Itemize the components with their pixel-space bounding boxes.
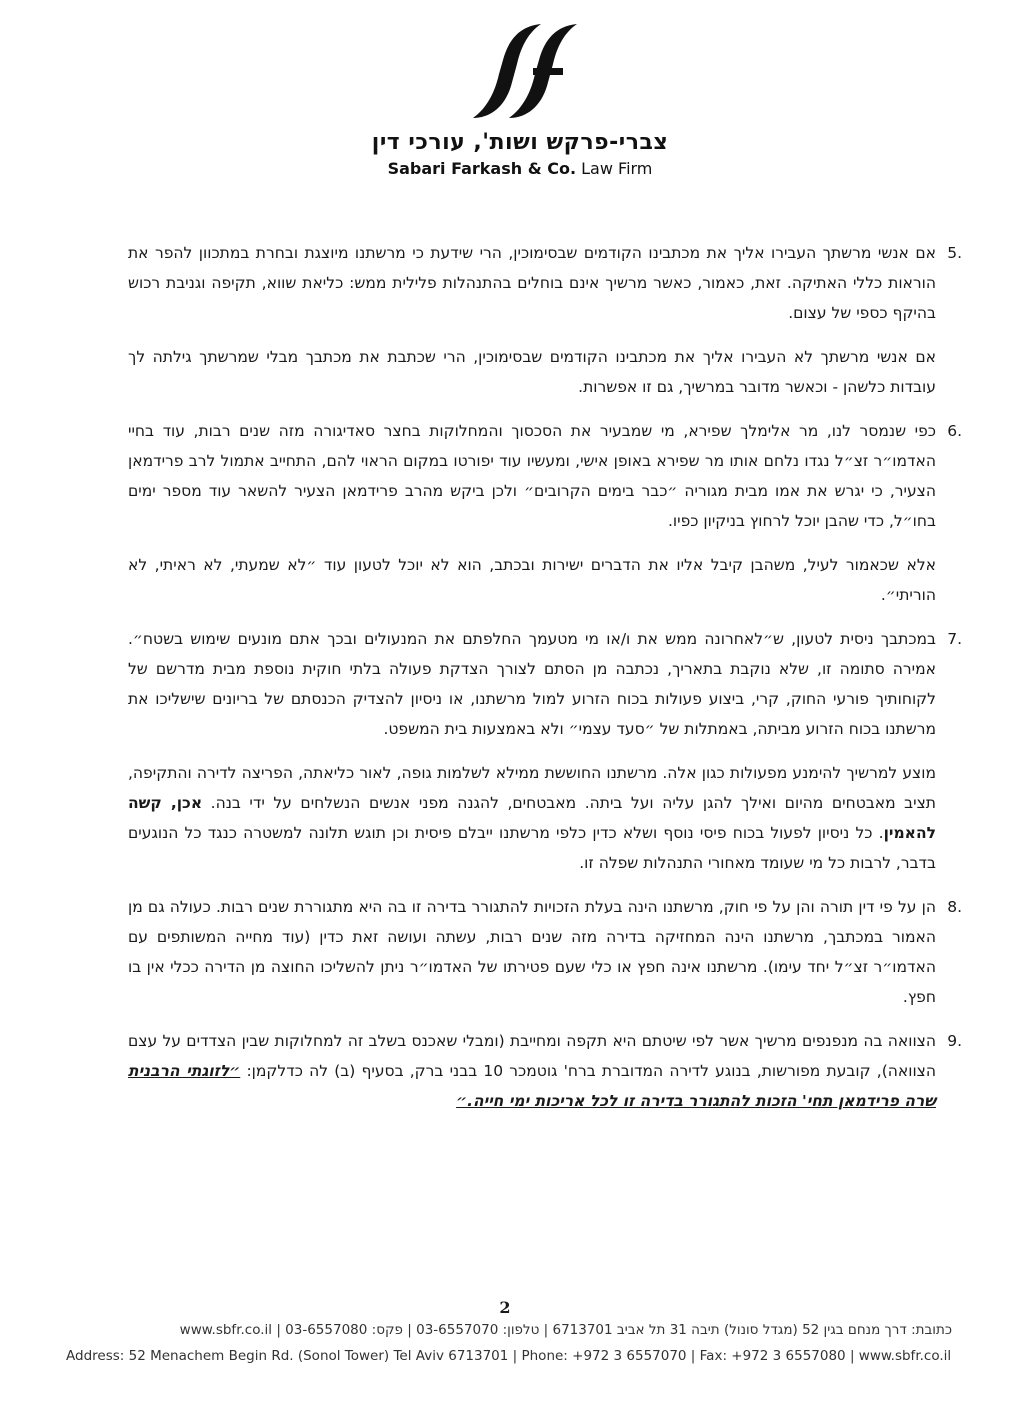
firm-name-english-bold: Sabari Farkash & Co. <box>387 159 577 178</box>
paragraph-6-continuation <box>128 550 936 610</box>
paragraph-5-continuation <box>128 342 936 402</box>
firm-name-english-suffix: Law Firm <box>576 159 653 178</box>
paragraph-9 <box>128 1026 962 1116</box>
paragraph-text: הצוואה בה מנפנפים מרשיך אשר לפי שיטתם היא תקפה ומחייבת (ומבלי שאכנס בשלב זה למחלוקות שבין הצדדים על עצם הצוואה), קובעת מפורשות, בנוגע לדירה המדוברת ברח' גוטמכר 10 בבני ברק, בסעיף (ב) לה כדלקמן: <box>128 1032 937 1080</box>
paragraph-text: במכתבך ניסית לטעון, ש״לאחרונה ממש את ו/או מי מטעמך החלפתם את המנעולים ובכך אתם מונעים שימוש בשטח״. אמירה סתומה זו, שלא נוקבת בתאריך, נכתבה מן הסתם לצורך הצדקת פעולה בלתי חוקית נוספת מבית מדרשם של לקוחותיך פורעי החוק, קרי, ביצוע פעולות בכוח הזרוע למול מרשתנו, או ניסיון להצדיק הכנסתם של בריונים שישליכו את מרשתנו בכוח הזרוע מביתה, באמתלות של ״סעד עצמי״ ולא באמצעות בית המשפט. <box>128 630 936 738</box>
paragraph-text: הן על פי דין תורה והן על פי חוק, מרשתנו הינה בעלת הזכויות להתגורר בדירה זו בה היא מתגוררת שנים רבות. כעולה גם מן האמור במכתבך, מרשתנו הינה המחזיקה בדירה מזה שנים רבות, עשתה ועושה זאת כדין (עוד מחייה המשותפים עם האדמו״ר זצ״ל יחד עימו). מרשתנו אינה חפץ או כלי שעם פטירתו של האדמו״ר ניתן להשליכו החוצה מן הדירה ככלי אין בו חפץ. <box>128 898 936 1006</box>
paragraph-number: 6. <box>947 422 962 440</box>
paragraph-number: 5. <box>947 244 962 262</box>
paragraph-number: 9. <box>947 1032 962 1050</box>
will-quote: ״לזוגתי הרבנית שרה פרידמאן תחי' הזכות להתגורר בדירה זו לכל אריכות ימי חייה.״ <box>128 1062 936 1110</box>
paragraph-text: . כל ניסיון לפעול בכוח פיסי נוסף ושלא כדין כלפי מרשתנו ייבלם פיסית וכן תוגש תלונה למשטרה כנגד כל הנוגעים בדבר, לרבות כל מי שעומד מאחורי התנהלות שפלה זו. <box>128 824 936 872</box>
page-number: 2 <box>499 1298 511 1317</box>
paragraph-7 <box>128 624 962 744</box>
paragraph-8 <box>128 892 962 1012</box>
paragraph-text: אלא שכאמור לעיל, משהבן קיבל אליו את הדברים ישירות ובכתב, הוא לא יוכל לטעון עוד ״לא שמעתי, לא ראיתי, לא הוריתי״. <box>128 556 936 604</box>
paragraph-7-continuation <box>128 758 936 878</box>
firm-name-hebrew: צברי-פרקש ושות', עורכי דין <box>371 130 669 155</box>
firm-name-english <box>388 159 653 178</box>
letterhead <box>0 22 1010 178</box>
paragraph-text: מוצע למרשיך להימנע מפעולות כגון אלה. מרשתנו החוששת ממילא לשלמות גופה, לאור כליאתה, הפריצה לדירה והתקיפה, תציב מאבטחים מהיום ואילך להגן עליה ועל ביתה. מאבטחים, להגנה מפני אנשים הנשלחים על ידי בנה. <box>128 764 936 812</box>
letter-body <box>128 238 962 1130</box>
paragraph-text: אם אנשי מרשתך לא העבירו אליך את מכתבינו הקודמים שבסימוכין, הרי שכתבת את מכתבך מבלי שמרשתך גילתה לך עובדות כלשהן - וכאשר מדובר במרשיך, גם זו אפשרות. <box>128 348 936 396</box>
footer-address-hebrew: כתובת: דרך מנחם בגין 52 (מגדל סונול) תיבה 31 תל אביב 6713701 | טלפון: 03-6557070 | פקס: 03-6557080 | www.sbfr.co.il <box>179 1322 952 1338</box>
paragraph-text: אם אנשי מרשתך העבירו אליך את מכתבינו הקודמים שבסימוכין, הרי שידעת כי מרשתנו מיוצגת ובחרת במתכוון להפר את הוראות כללי האתיקה. זאת, כאמור, כאשר מרשיך אינם בוחלים בהתנהלות פלילית ממש: כליאת שווא, תקיפה וגניבת רכוש בהיקף כספי של עצום. <box>128 244 936 322</box>
paragraph-6 <box>128 416 962 536</box>
paragraph-5 <box>128 238 962 328</box>
footer-address-english: Address: 52 Menachem Begin Rd. (Sonol Tower) Tel Aviv 6713701 | Phone: +972 3 6557070 | Fax: +972 3 6557080 | www.sbfr.co.il <box>66 1348 952 1364</box>
sf-logo-icon <box>469 22 579 120</box>
paragraph-number: 7. <box>947 630 962 648</box>
emphasis-text: אכן, קשה להאמין <box>128 794 936 842</box>
paragraph-number: 8. <box>947 898 962 916</box>
paragraph-text: כפי שנמסר לנו, מר אלימלך שפירא, מי שמבעיר את הסכסוך והמחלוקות בחצר סאדיגורה מזה שנים רבות, עוד בחיי האדמו״ר זצ״ל נגדו נלחם אותו מר שפירא באופן אישי, ומעשיו עוד יפורטו במקום הראוי להם, התחייב אתמול לרב פרידמאן הצעיר, כי יגרש את אמו מבית מגוריה ״כבר בימים הקרובים״ ולכן ביקש מהרב פרידמאן הצעיר להשאר עוד מספר ימים בחו״ל, כדי שהבן יוכל לרחוץ בניקיון כפיו. <box>128 422 936 530</box>
